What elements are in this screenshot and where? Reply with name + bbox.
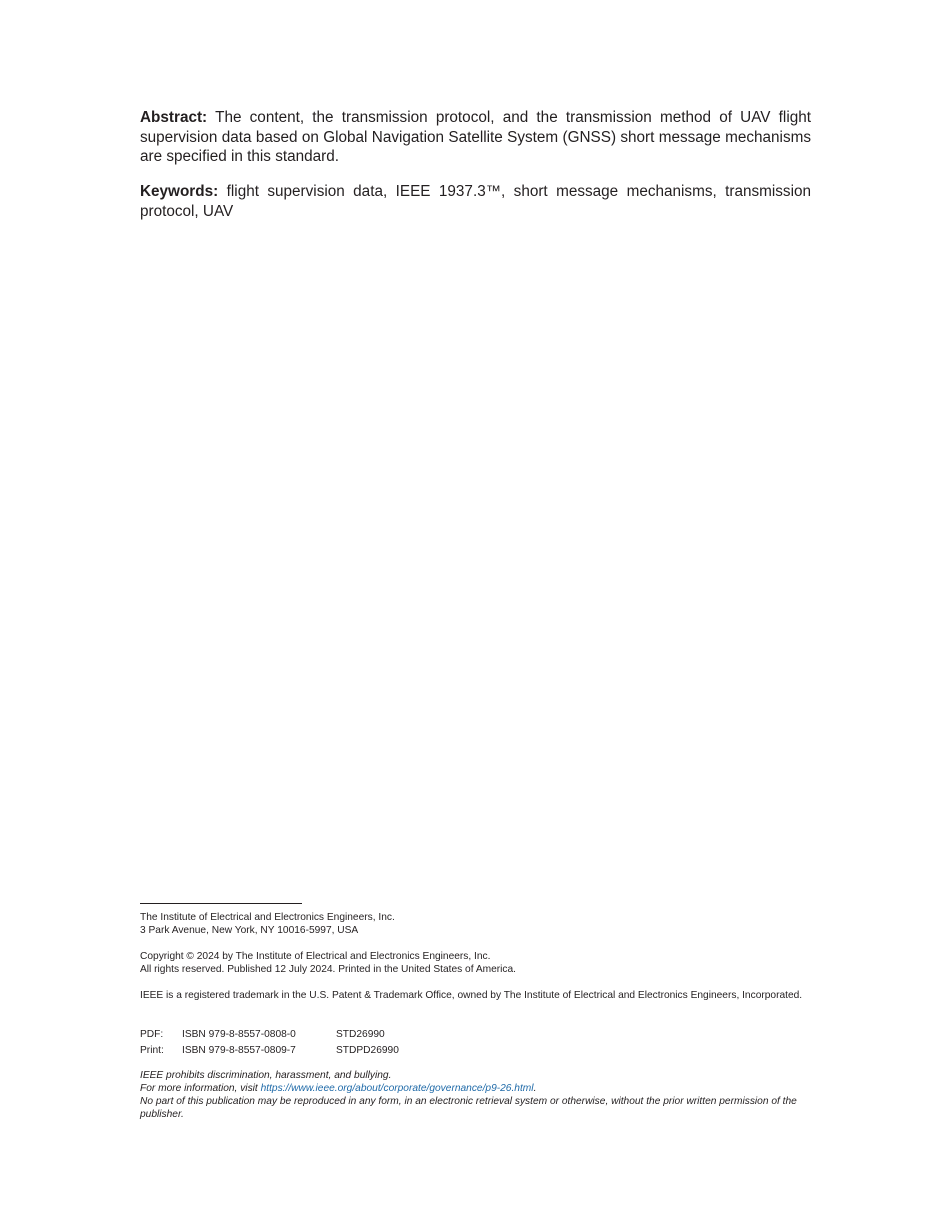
isbn-code: STDPD26990 xyxy=(336,1045,399,1056)
publisher-address: 3 Park Avenue, New York, NY 10016-5997, USA xyxy=(140,925,359,936)
reproduction-notice: No part of this publication may be reproduced in any form, in an electronic retrieval system or otherwise, without the prior written permission of the publisher. xyxy=(140,1096,797,1120)
keywords-text: flight supervision data, IEEE 1937.3™, short message mechanisms, transmission protocol, UAV xyxy=(140,183,811,220)
copyright-block xyxy=(140,950,815,976)
governance-link[interactable]: https://www.ieee.org/about/corporate/governance/p9-26.html xyxy=(260,1083,534,1094)
keywords-paragraph xyxy=(140,182,811,221)
legal-notice xyxy=(140,1069,815,1121)
publisher-block xyxy=(140,911,815,937)
keywords-label: Keywords: xyxy=(140,183,219,200)
anti-discrimination-line: IEEE prohibits discrimination, harassment, and bullying. xyxy=(140,1070,392,1081)
abstract-text: The content, the transmission protocol, and the transmission method of UAV flight supervision data based on Global Navigation Satellite System (GNSS) short message mechanisms are specified in this standard. xyxy=(140,109,811,165)
isbn-table xyxy=(140,1027,815,1059)
isbn-format: PDF: xyxy=(140,1029,164,1040)
isbn-number: ISBN 979-8-8557-0809-7 xyxy=(182,1045,296,1056)
more-info-prefix: For more information, visit xyxy=(140,1083,261,1094)
abstract-paragraph xyxy=(140,108,811,167)
more-info-line xyxy=(140,1082,815,1095)
publisher-name: The Institute of Electrical and Electronics Engineers, Inc. xyxy=(140,912,395,923)
isbn-number: ISBN 979-8-8557-0808-0 xyxy=(182,1029,296,1040)
rights-line: All rights reserved. Published 12 July 2024. Printed in the United States of America. xyxy=(140,964,517,975)
isbn-row-print xyxy=(140,1043,815,1059)
isbn-code: STD26990 xyxy=(336,1029,385,1040)
isbn-row-pdf xyxy=(140,1027,815,1043)
trademark-notice: IEEE is a registered trademark in the U.S. Patent & Trademark Office, owned by The Institute of Electrical and Electronics Engineers, Incorporated. xyxy=(140,990,803,1001)
copyright-line: Copyright © 2024 by The Institute of Electrical and Electronics Engineers, Inc. xyxy=(140,951,491,962)
abstract-label: Abstract: xyxy=(140,109,208,126)
isbn-format: Print: xyxy=(140,1045,164,1056)
more-info-suffix: . xyxy=(533,1083,537,1094)
footnote-divider xyxy=(140,903,302,904)
